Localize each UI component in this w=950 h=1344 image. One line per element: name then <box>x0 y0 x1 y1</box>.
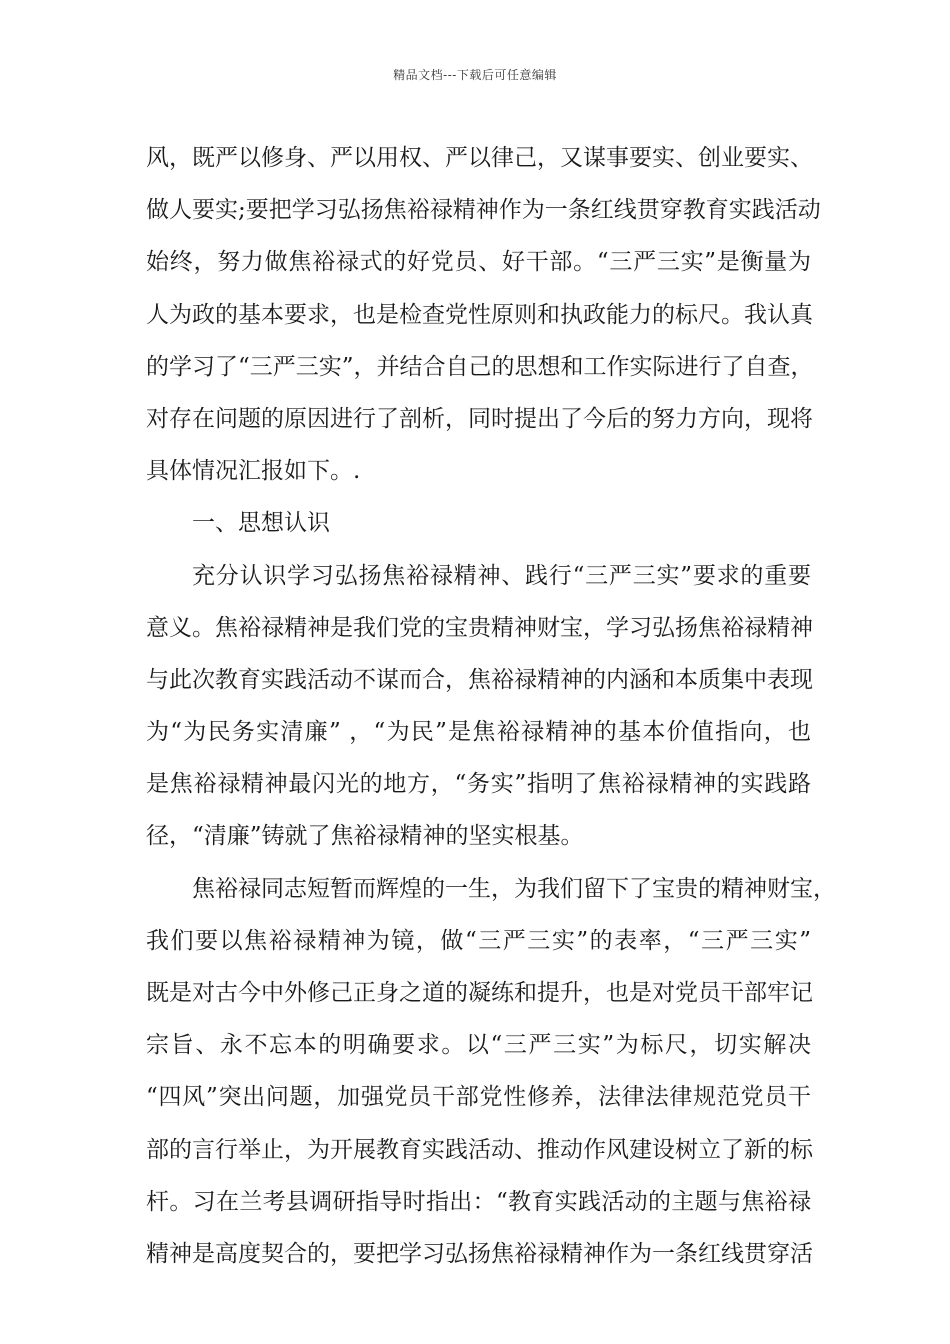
text-line: 焦裕禄同志短暂而辉煌的一生，为我们留下了宝贵的精神财宝， <box>192 875 836 902</box>
text-line: 既是对古今中外修己正身之道的凝练和提升，也是对党员干部牢记 <box>146 980 813 1006</box>
text-line: 为“为民务实清廉” ，“为民”是焦裕禄精神的基本价值指向，也 <box>146 719 811 746</box>
text-line: 的学习了“三严三实”，并结合自己的思想和工作实际进行了自查， <box>146 353 814 380</box>
text-line: 部的言行举止，为开展教育实践活动、推动作风建设树立了新的标 <box>146 1136 813 1163</box>
text-line: 始终，努力做焦裕禄式的好党员、好干部。“三严三实”是衡量为 <box>146 249 811 276</box>
text-line: 杆。习在兰考县调研指导时指出：“教育实践活动的主题与焦裕禄 <box>146 1188 811 1215</box>
text-line: 具体情况汇报如下。. <box>146 458 361 485</box>
text-line: 与此次教育实践活动不谋而合，焦裕禄精神的内涵和本质集中表现 <box>146 666 813 693</box>
text-line: 风，既严以修身、严以用权、严以律己，又谋事要实、创业要实、 <box>146 145 813 171</box>
text-line: 人为政的基本要求，也是检查党性原则和执政能力的标尺。我认真 <box>146 301 813 328</box>
text-line: “四风”突出问题，加强党员干部党性修养，法律法律规范党员干 <box>146 1084 811 1111</box>
text-line: 是焦裕禄精神最闪光的地方，“务实”指明了焦裕禄精神的实践路 <box>146 771 811 798</box>
text-line: 做人要实;要把学习弘扬焦裕禄精神作为一条红线贯穿教育实践活动 <box>146 197 821 224</box>
text-line: 径，“清廉”铸就了焦裕禄精神的坚实根基。 <box>146 823 584 850</box>
document-body <box>146 132 836 1280</box>
text-line: 充分认识学习弘扬焦裕禄精神、践行“三严三实”要求的重要 <box>192 562 811 589</box>
text-line: 一、思想认识 <box>192 510 330 537</box>
text-line: 精神是高度契合的，要把学习弘扬焦裕禄精神作为一条红线贯穿活 <box>146 1240 813 1267</box>
page-header: 精品文档---下载后可任意编辑 <box>393 68 557 82</box>
text-line: 意义。焦裕禄精神是我们党的宝贵精神财宝，学习弘扬焦裕禄精神 <box>146 614 813 641</box>
text-line: 对存在问题的原因进行了剖析，同时提出了今后的努力方向，现将 <box>146 405 813 432</box>
text-line: 我们要以焦裕禄精神为镜，做“三严三实”的表率，“三严三实” <box>146 927 811 954</box>
text-line: 宗旨、永不忘本的明确要求。以“三严三实”为标尺，切实解决 <box>146 1032 811 1059</box>
